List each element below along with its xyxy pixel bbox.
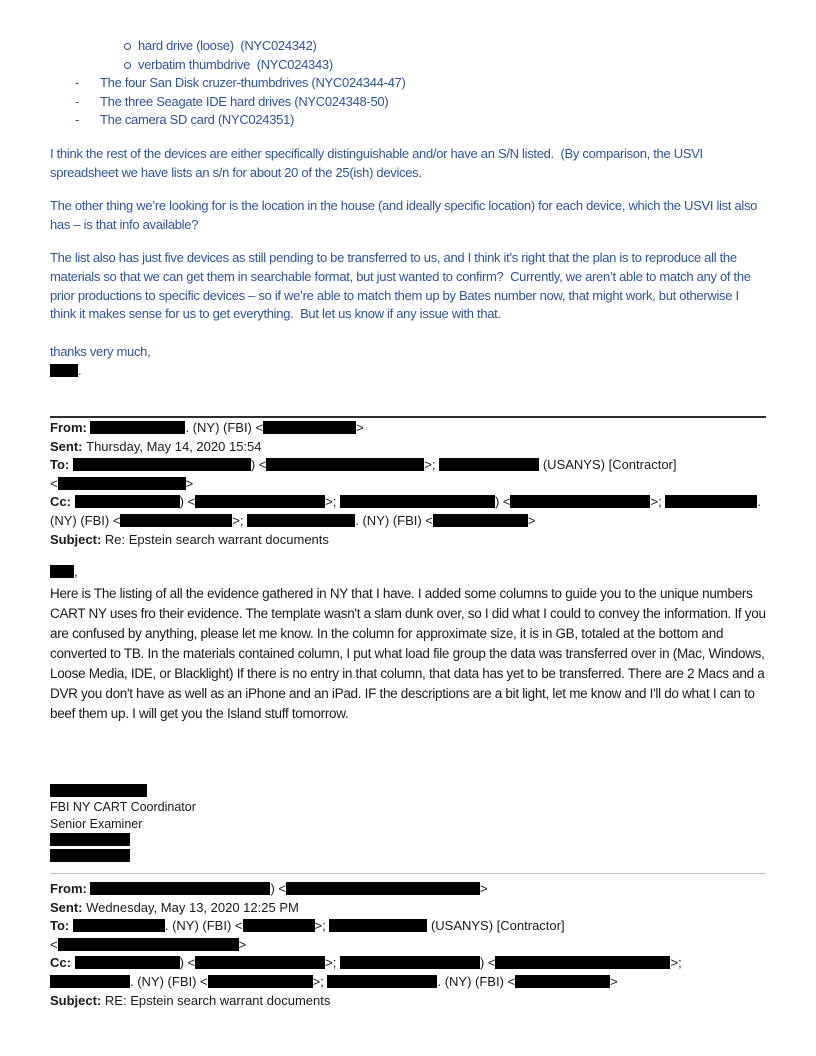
field-label: Subject:	[50, 531, 105, 547]
redaction-bar	[73, 919, 165, 932]
email1-signature	[50, 783, 766, 864]
field-label: Subject:	[50, 992, 105, 1008]
text-run: (NY) (FBI) <	[50, 512, 121, 528]
text-line	[50, 419, 766, 438]
text-line	[50, 438, 766, 457]
bullet-text: The camera SD card (NYC024351)	[100, 112, 295, 128]
text-run: . (NY) (FBI) <	[185, 420, 264, 435]
redaction-bar	[266, 458, 424, 471]
bullet-list	[50, 37, 766, 130]
text-run: ) <	[479, 955, 496, 971]
text-run: >;	[650, 494, 666, 510]
text-run: ) <	[179, 494, 196, 510]
text-line	[50, 816, 766, 832]
text-run: >	[610, 973, 618, 989]
redaction-bar	[75, 956, 180, 969]
redaction-bar	[195, 956, 325, 969]
field-label: To:	[50, 457, 73, 473]
text-run: FBI NY CART Coordinator	[50, 800, 196, 815]
redaction-bar	[50, 849, 130, 862]
redaction-bar	[247, 514, 355, 527]
redaction-bar	[263, 421, 356, 434]
text-line	[50, 783, 766, 799]
text-line	[50, 362, 766, 381]
bullet-item	[50, 111, 766, 130]
text-line	[50, 880, 766, 899]
bullet-text: The four San Disk cruzer-thumbdrives (NYC024344-47)	[100, 75, 406, 91]
field-label: Cc:	[50, 955, 75, 971]
text-run: ) <	[250, 457, 267, 473]
redaction-bar	[50, 784, 147, 797]
field-label: Cc:	[50, 494, 75, 510]
redaction-bar	[665, 495, 757, 508]
text-run: >;	[670, 955, 682, 971]
text-run: >;	[232, 512, 248, 528]
text-run: RE: Epstein search warrant documents	[104, 992, 331, 1008]
email1-body-paragraph: Here is The listing of all the evidence gathered in NY that I have. I added some columns to guide you to the unique numbers CART NY uses fro their evidence. The template wasn't a slam dunk over, so I did what I could to convey the information. If you are confused by anything, please let me know. In the column for approximate size, it is in GB, totaled at the bottom and converted to TB. In the materials contained column, I put what load file group the data was transferred over in (Mac, Windows, Loose Media, IDE, or Blacklight) If there is no entry in that column, that data has yet to be transferred. There are 2 Macs and a DVR you don't have as well as an iPhone and an iPad. IF the descriptions are a bit light, let me know and I'll do what I can to beef them up. I will get you the Island stuff tomorrow.	[50, 586, 770, 721]
field-label: From:	[50, 420, 91, 435]
text-run: >;	[424, 457, 440, 473]
email1-salutation	[50, 563, 766, 582]
text-run: >;	[312, 973, 328, 989]
text-line	[50, 456, 766, 475]
redaction-bar	[243, 919, 315, 932]
text-line	[50, 973, 766, 992]
text-line	[50, 954, 766, 973]
text-run: >;	[325, 955, 340, 971]
email2-divider-wrap	[50, 873, 766, 874]
email1-header	[50, 416, 766, 549]
text-line	[50, 563, 766, 582]
email2-header	[50, 880, 766, 1010]
text-run: Thursday, May 14, 2020 15:54	[86, 438, 262, 454]
redaction-bar	[58, 938, 239, 951]
text-line	[50, 512, 766, 531]
redaction-bar	[327, 975, 437, 988]
text-line	[50, 531, 766, 550]
paragraph: The list also has just five devices as still pending to be transferred to us, and I think it’s right that the plan is to reproduce all the materials so that we can get them in searchable format, but just wanted to confirm? Currently, we aren’t able to match any of the prior productions to specific devices – so if we’re able to match them up by Bates number now, that might work, but otherwise I think it makes sense for us to get everything. But let us know if any issue with that.	[50, 250, 754, 322]
text-line	[50, 848, 766, 864]
text-line	[50, 493, 766, 512]
text-line	[50, 992, 766, 1011]
text-run: . (NY) (FBI) <	[437, 973, 516, 989]
redaction-bar	[90, 882, 270, 895]
redaction-bar	[340, 495, 495, 508]
bullet-text: The three Seagate IDE hard drives (NYC024348-50)	[100, 93, 389, 109]
field-label: From:	[50, 881, 91, 896]
redaction-bar	[510, 495, 650, 508]
bullet-text: verbatim thumbdrive (NYC024343)	[138, 56, 333, 72]
text-line	[50, 899, 766, 918]
text-run: >	[480, 881, 488, 896]
paragraph: I think the rest of the devices are either specifically distinguishable and/or have an S/N listed. (By comparison, the USVI spreadsheet we have lists an s/n for about 20 of the 25(ish) devices.	[50, 146, 707, 180]
redaction-bar	[50, 975, 130, 988]
text-run: <	[50, 936, 58, 952]
circle-bullet-icon	[124, 43, 131, 50]
text-run: >;	[314, 918, 330, 934]
text-run: (USANYS) [Contractor]	[539, 457, 677, 473]
text-run: . (NY) (FBI) <	[164, 918, 243, 934]
text-line	[50, 799, 766, 815]
text-run: Re: Epstein search warrant documents	[104, 531, 329, 547]
dash-bullet-icon: -	[75, 75, 80, 91]
text-run: >	[238, 936, 247, 952]
redaction-bar	[75, 495, 180, 508]
dash-bullet-icon: -	[75, 93, 80, 109]
redaction-bar	[120, 514, 232, 527]
dash-bullet-icon: -	[75, 112, 80, 128]
text-line	[50, 917, 766, 936]
field-label: Sent:	[50, 438, 87, 454]
message-paragraphs	[50, 145, 766, 339]
redaction-bar	[495, 956, 670, 969]
email2-divider	[50, 873, 766, 874]
text-run: >	[356, 420, 364, 435]
email1-body	[50, 584, 770, 724]
text-run: ,	[74, 564, 78, 579]
text-run: ) <	[179, 955, 196, 971]
text-run: . (NY) (FBI) <	[130, 973, 208, 989]
text-run: <	[50, 475, 58, 491]
text-run: Senior Examiner	[50, 816, 143, 831]
text-run: . (NY) (FBI) <	[355, 512, 433, 528]
bullet-text: hard drive (loose) (NYC024342)	[138, 38, 317, 53]
redaction-bar	[58, 477, 186, 490]
header-divider	[50, 416, 766, 418]
text-line	[50, 475, 766, 494]
redaction-bar	[90, 421, 185, 434]
redaction-bar	[208, 975, 313, 988]
bullet-item	[50, 37, 766, 56]
redaction-bar	[433, 514, 528, 527]
bullet-item	[50, 93, 766, 112]
circle-bullet-icon	[124, 62, 131, 69]
closing-text: thanks very much,	[50, 344, 151, 359]
paragraph: The other thing we’re looking for is the location in the house (and ideally specific location) for each device, which the USVI list also has – is that info available?	[50, 198, 761, 232]
text-line	[50, 936, 766, 955]
field-label: To:	[50, 918, 73, 934]
signoff-lines	[50, 362, 766, 381]
text-run: Wednesday, May 13, 2020 12:25 PM	[86, 899, 299, 915]
redaction-bar	[340, 956, 480, 969]
redaction-bar	[329, 919, 427, 932]
field-label: Sent:	[50, 899, 87, 915]
redaction-bar	[50, 364, 78, 377]
redaction-bar	[515, 975, 610, 988]
text-run: ) <	[494, 494, 511, 510]
bullet-item	[50, 74, 766, 93]
redaction-bar	[50, 833, 130, 846]
text-run: (USANYS) [Contractor]	[427, 918, 565, 934]
text-run: ) <	[270, 881, 286, 896]
redaction-bar	[73, 458, 251, 471]
closing-block	[50, 343, 766, 380]
redaction-bar	[50, 565, 74, 578]
email1-header-lines	[50, 419, 766, 549]
text-run: .	[78, 362, 82, 378]
text-run: >	[527, 512, 536, 528]
text-line	[50, 832, 766, 848]
redaction-bar	[439, 458, 539, 471]
text-run: >	[185, 475, 194, 491]
text-run: .	[757, 494, 761, 510]
redaction-bar	[195, 495, 325, 508]
bullet-item	[50, 56, 766, 75]
text-run: >;	[325, 494, 340, 510]
redaction-bar	[286, 882, 480, 895]
